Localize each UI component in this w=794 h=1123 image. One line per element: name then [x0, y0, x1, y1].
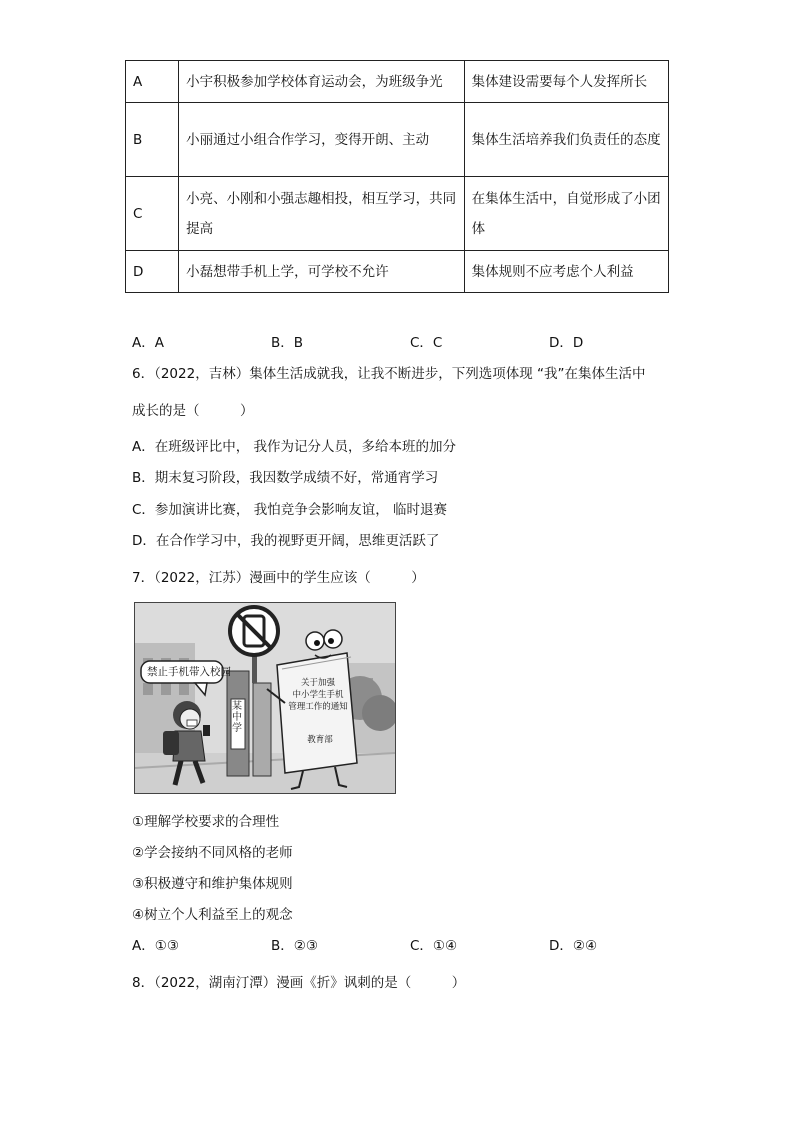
- table-row: [126, 61, 669, 103]
- choice-c[interactable]: C．C: [410, 335, 443, 351]
- row-conclusion: 集体生活培养我们负责任的态度: [464, 103, 668, 177]
- q5-choices: [132, 331, 583, 351]
- notice-line: 中小学生手机: [292, 690, 344, 700]
- choice-a[interactable]: A．A: [132, 335, 164, 351]
- q6-option-b[interactable]: B．期末复习阶段，我因数学成绩不好，常通宵学习: [132, 470, 439, 486]
- row-letter: A: [126, 61, 179, 103]
- speech-bubble-text: 禁止手机带入校园: [147, 666, 231, 678]
- q6-option-d[interactable]: D．在合作学习中，我的视野更开阔，思维更活跃了: [132, 533, 440, 549]
- comic-drawing: [135, 603, 395, 793]
- table-row: [126, 103, 669, 177]
- row-letter: D: [126, 251, 179, 293]
- notice-line: 管理工作的通知: [288, 702, 348, 712]
- q7-statement-3: ③积极遵守和维护集体规则: [132, 876, 293, 892]
- choice-c[interactable]: C．①④: [410, 938, 458, 954]
- row-example: 小宇积极参加学校体育运动会，为班级争光: [179, 61, 465, 103]
- row-example: 小亮、小刚和小强志趣相投，相互学习，共同提高: [179, 177, 465, 251]
- row-example: 小丽通过小组合作学习，变得开朗、主动: [179, 103, 465, 177]
- gate-sign-text: 某中学: [232, 701, 242, 734]
- q6-option-c[interactable]: C．参加演讲比赛， 我怕竞争会影响友谊， 临时退赛: [132, 502, 448, 518]
- q6-option-a[interactable]: A．在班级评比中， 我作为记分人员，多给本班的加分: [132, 439, 457, 455]
- choice-b[interactable]: B．B: [271, 335, 304, 351]
- q7-stem: 7．（2022，江苏）漫画中的学生应该（ ）: [132, 570, 425, 586]
- options-table: [125, 60, 669, 293]
- q7-statement-4: ④树立个人利益至上的观念: [132, 907, 293, 923]
- row-conclusion: 集体建设需要每个人发挥所长: [464, 61, 668, 103]
- notice-issuer: 教育部: [307, 735, 333, 745]
- choice-a[interactable]: A．①③: [132, 938, 179, 954]
- q6-stem-line1: 6．（2022，吉林）集体生活成就我，让我不断进步，下列选项体现 “我”在集体生活中: [132, 366, 646, 382]
- q7-statement-2: ②学会接纳不同风格的老师: [132, 845, 293, 861]
- row-conclusion: 集体规则不应考虑个人利益: [464, 251, 668, 293]
- choice-d[interactable]: D．②④: [549, 938, 598, 954]
- q7-choices: [132, 934, 597, 954]
- table-row: [126, 177, 669, 251]
- notice-title: [287, 677, 349, 713]
- row-example: 小磊想带手机上学，可学校不允许: [179, 251, 465, 293]
- row-letter: B: [126, 103, 179, 177]
- choice-d[interactable]: D．D: [549, 335, 584, 351]
- row-conclusion: 在集体生活中，自觉形成了小团体: [464, 177, 668, 251]
- choice-b[interactable]: B．②③: [271, 938, 318, 954]
- comic-illustration: [134, 602, 396, 794]
- row-letter: C: [126, 177, 179, 251]
- q8-stem: 8．（2022，湖南汀潭）漫画《折》讽刺的是（ ）: [132, 975, 466, 991]
- table-row: [126, 251, 669, 293]
- notice-line: 关于加强: [300, 678, 335, 688]
- q6-stem-line2: 成长的是（ ）: [132, 403, 254, 419]
- q7-statement-1: ①理解学校要求的合理性: [132, 814, 280, 830]
